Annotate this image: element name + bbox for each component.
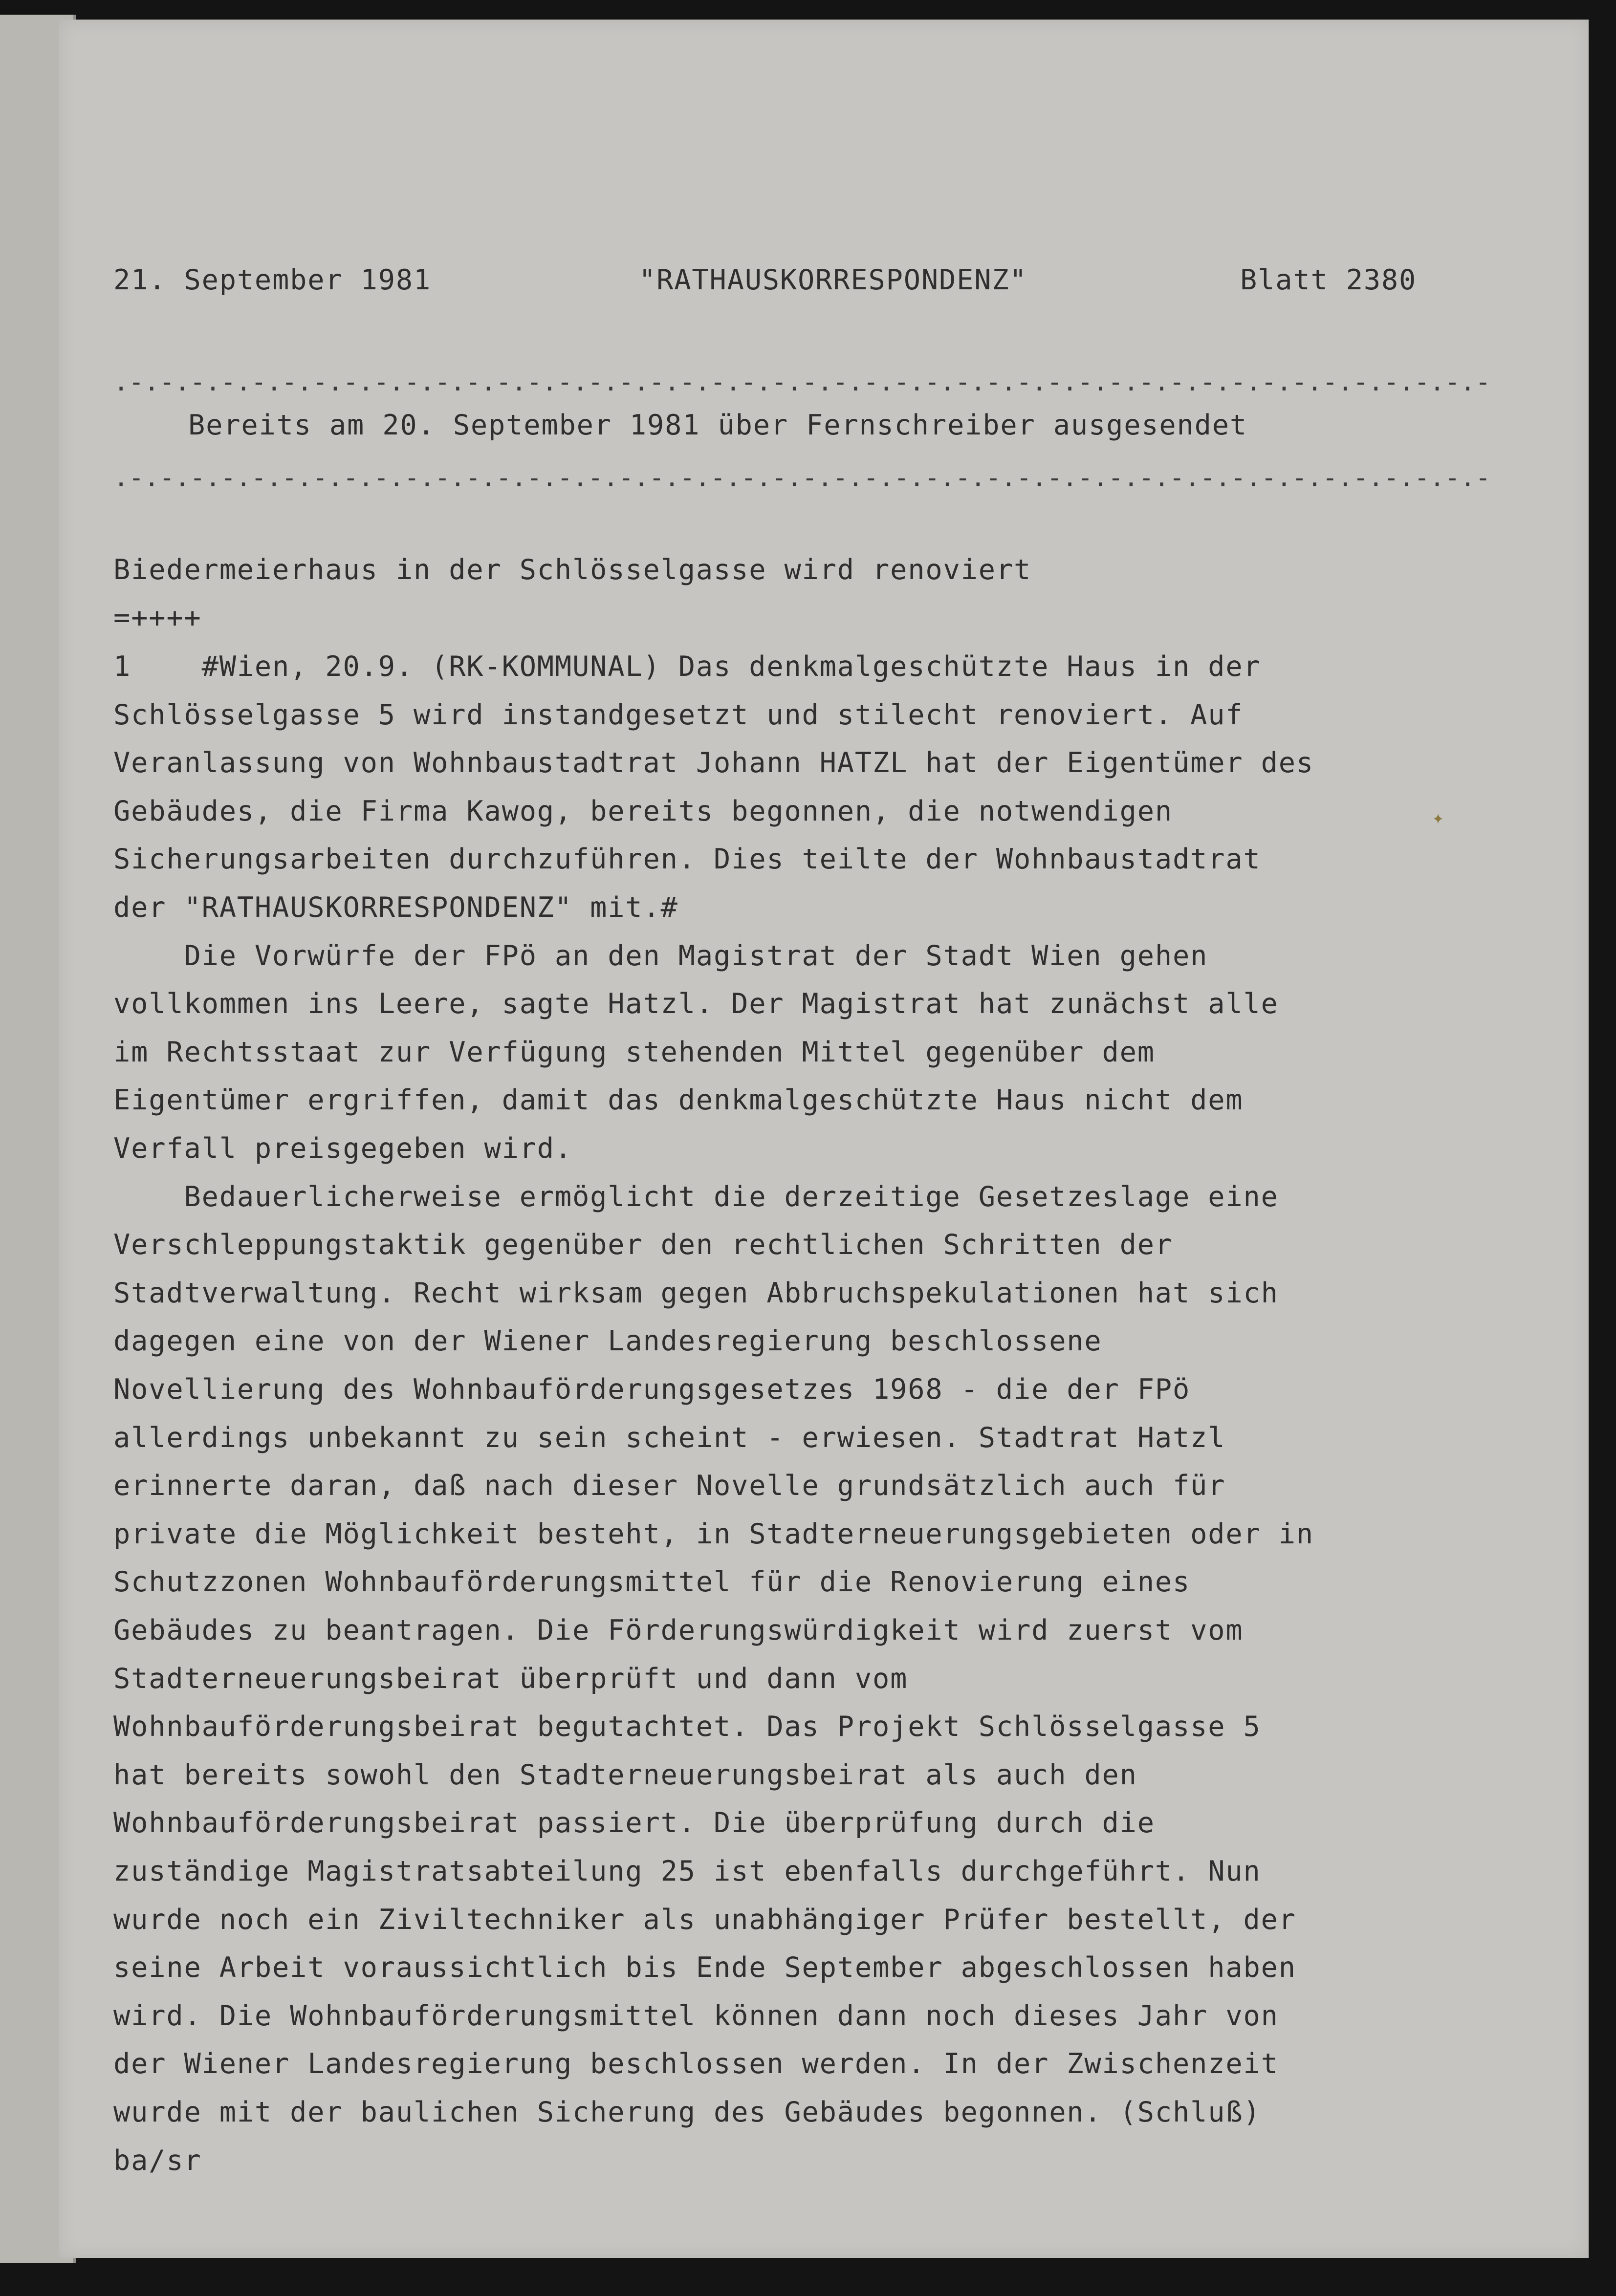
article-line: Wohnbauförderungsbeirat begutachtet. Das Projekt Schlösselgasse 5	[113, 1711, 1261, 1743]
article-line: der Wiener Landesregierung beschlossen werden. In der Zwischenzeit	[113, 2048, 1279, 2080]
article-line: wurde noch ein Ziviltechniker als unabhängiger Prüfer bestellt, der	[113, 1903, 1296, 1936]
article-line: Stadterneuerungsbeirat überprüft und dann vom	[113, 1662, 908, 1695]
article-line: Die Vorwürfe der FPö an den Magistrat der Stadt Wien gehen	[113, 939, 1208, 972]
article-line: hat bereits sowohl den Stadterneuerungsbeirat als auch den	[113, 1758, 1137, 1791]
article-line: Eigentümer ergriffen, damit das denkmalgeschützte Haus nicht dem	[113, 1084, 1244, 1117]
article-line: Novellierung des Wohnbauförderungsgesetzes 1968 - die der FPö	[113, 1373, 1191, 1406]
transmission-notice: Bereits am 20. September 1981 über Fernschreiber ausgesendet	[188, 409, 1248, 441]
article-line: 1 #Wien, 20.9. (RK-KOMMUNAL) Das denkmalgeschützte Haus in der	[113, 650, 1261, 683]
header-publication-title: "RATHAUSKORRESPONDENZ"	[639, 264, 1027, 296]
header-date: 21. September 1981	[113, 264, 432, 296]
article-line: ba/sr	[113, 2144, 202, 2177]
article-line: wird. Die Wohnbauförderungsmittel können dann noch dieses Jahr von	[113, 1999, 1279, 2032]
headline-underline: =++++	[113, 602, 202, 634]
article-line: der "RATHAUSKORRESPONDENZ" mit.#	[113, 891, 678, 924]
paper-speck: ✦	[1432, 806, 1444, 829]
article-line: private die Möglichkeit besteht, in Stadterneuerungsgebieten oder in	[113, 1517, 1314, 1550]
article-line: Veranlassung von Wohnbaustadtrat Johann HATZL hat der Eigentümer des	[113, 747, 1314, 780]
separator-bottom: .-.-.-.-.-.-.-.-.-.-.-.-.-.-.-.-.-.-.-.-.-.-.-.-.-.-.-.-.-.-.-.-.-.-.-.-.-.-.-.-.-.-.-.-.-	[113, 463, 1491, 493]
article-line: Wohnbauförderungsbeirat passiert. Die überprüfung durch die	[113, 1807, 1155, 1840]
article-line: erinnerte daran, daß nach dieser Novelle grundsätzlich auch für	[113, 1470, 1226, 1502]
article-line: zuständige Magistratsabteilung 25 ist ebenfalls durchgeführt. Nun	[113, 1855, 1261, 1887]
article-line: vollkommen ins Leere, sagte Hatzl. Der Magistrat hat zunächst alle	[113, 988, 1279, 1020]
article-line: Verfall preisgegeben wird.	[113, 1132, 573, 1165]
article-line: Schlösselgasse 5 wird instandgesetzt und stilecht renoviert. Auf	[113, 698, 1244, 731]
article-line: Bedauerlicherweise ermöglicht die derzeitige Gesetzeslage eine	[113, 1180, 1279, 1213]
article-line: Sicherungsarbeiten durchzuführen. Dies teilte der Wohnbaustadtrat	[113, 843, 1261, 876]
article-line: Schutzzonen Wohnbauförderungsmittel für die Renovierung eines	[113, 1566, 1191, 1599]
article-line: Gebäudes, die Firma Kawog, bereits begonnen, die notwendigen	[113, 795, 1173, 827]
separator-top: .-.-.-.-.-.-.-.-.-.-.-.-.-.-.-.-.-.-.-.-.-.-.-.-.-.-.-.-.-.-.-.-.-.-.-.-.-.-.-.-.-.-.-.-.-	[113, 368, 1491, 397]
header-sheet-number: Blatt 2380	[1240, 264, 1417, 296]
article-line: seine Arbeit voraussichtlich bis Ende September abgeschlossen haben	[113, 1951, 1296, 1984]
article-line: dagegen eine von der Wiener Landesregierung beschlossene	[113, 1325, 1102, 1358]
article-line: Verschleppungstaktik gegenüber den rechtlichen Schritten der	[113, 1229, 1173, 1261]
article-headline: Biedermeierhaus in der Schlösselgasse wird renoviert	[113, 554, 1032, 586]
page-header	[113, 264, 1453, 298]
article-line: Gebäudes zu beantragen. Die Förderungswürdigkeit wird zuerst vom	[113, 1614, 1244, 1646]
article-line: wurde mit der baulichen Sicherung des Gebäudes begonnen. (Schluß)	[113, 2096, 1261, 2128]
article-line: Stadtverwaltung. Recht wirksam gegen Abbruchspekulationen hat sich	[113, 1277, 1279, 1309]
article-line: allerdings unbekannt zu sein scheint - erwiesen. Stadtrat Hatzl	[113, 1421, 1226, 1454]
article-line: im Rechtsstaat zur Verfügung stehenden Mittel gegenüber dem	[113, 1036, 1155, 1068]
